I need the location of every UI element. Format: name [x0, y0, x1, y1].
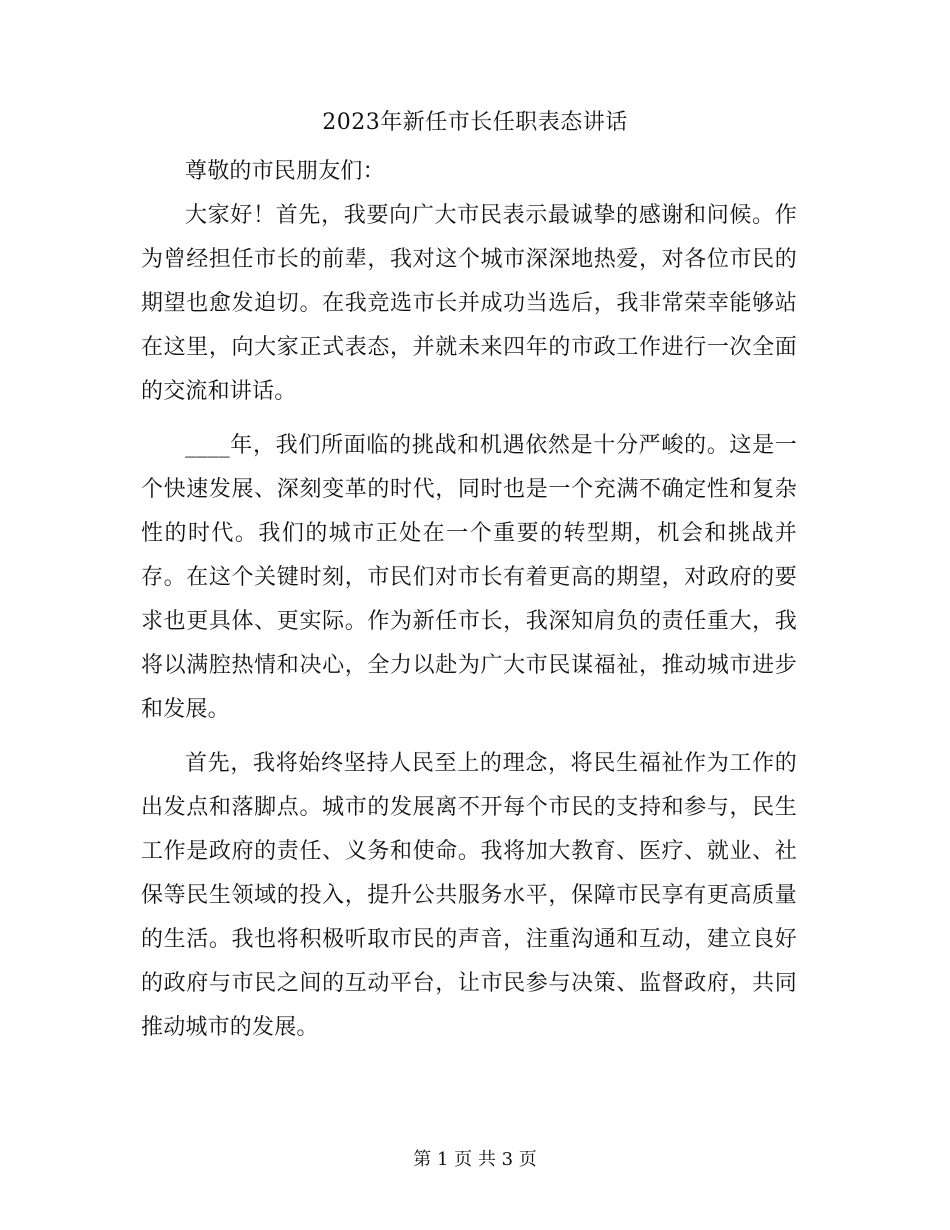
paragraph-1: 大家好！首先，我要向广大市民表示最诚挚的感谢和问候。作为曾经担任市长的前辈，我对这个城市深深地热爱，对各位市民的期望也愈发迫切。在我竞选市长并成功当选后，我非常荣幸能够站在这里，向大家正式表态，并就未来四年的市政工作进行一次全面的交流和讲话。 [141, 203, 797, 404]
paragraph-3: 首先，我将始终坚持人民至上的理念，将民生福祉作为工作的出发点和落脚点。城市的发展离不开每个市民的支持和参与，民生工作是政府的责任、义务和使命。我将加大教育、医疗、就业、社保等民生领域的投入，提升公共服务水平，保障市民享有更高质量的生活。我也将积极听取市民的声音，注重沟通和互动，建立良好的政府与市民之间的互动平台，让市民参与决策、监督政府，共同推动城市的发展。 [141, 751, 797, 1040]
document-body [141, 150, 797, 1050]
document-title: 2023年新任市长任职表态讲话 [322, 110, 628, 135]
page-footer [0, 1147, 950, 1173]
salutation: 尊敬的市民朋友们： [185, 159, 385, 184]
page-number-label: 第 1 页 共 3 页 [413, 1149, 537, 1170]
paragraph-2: ____年，我们所面临的挑战和机遇依然是十分严峻的。这是一个快速发展、深刻变革的时代，同时也是一个充满不确定性和复杂性的时代。我们的城市正处在一个重要的转型期，机会和挑战并存。在这个关键时刻，市民们对市长有着更高的期望，对政府的要求也更具体、更实际。作为新任市长，我深知肩负的责任重大，我将以满腔热情和决心，全力以赴为广大市民谋福祉，推动城市进步和发展。 [141, 433, 797, 722]
